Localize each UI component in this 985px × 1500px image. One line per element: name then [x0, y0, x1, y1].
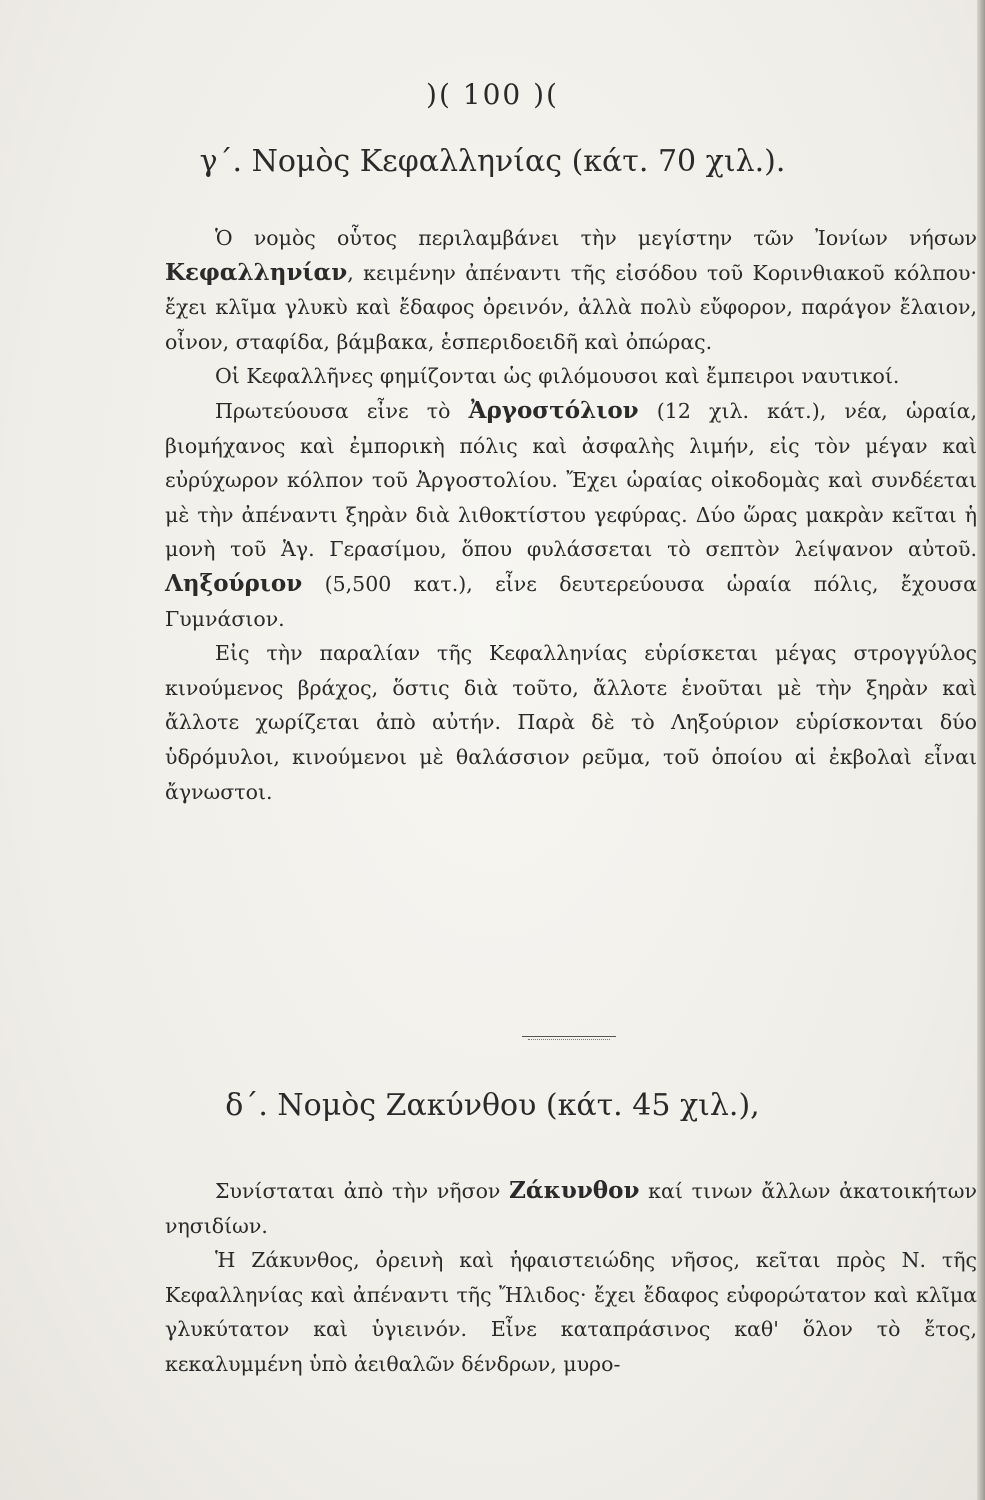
section-heading-zakynthos: δ΄. Νομὸς Ζακύνθου (κάτ. 45 χιλ.), — [225, 1088, 760, 1123]
paragraph — [165, 394, 977, 636]
text-run: Συνίσταται ἀπὸ τὴν νῆσον — [215, 1179, 510, 1203]
bold-term: Ἀργοστόλιον — [468, 396, 639, 424]
section-body-kefallinia — [165, 221, 977, 809]
section-heading-kefallinia: γ΄. Νομὸς Κεφαλληνίας (κάτ. 70 χιλ.). — [199, 144, 786, 179]
section-body-zakynthos — [165, 1174, 977, 1382]
text-run: Πρωτεύουσα εἶνε τὸ — [215, 398, 469, 423]
bold-term: Κεφαλληνίαν — [165, 258, 348, 286]
text-run: (5,500 κατ.), εἶνε δευτερεύουσα ὡραία πόλις, ἔχουσα Γυμνάσιον. — [165, 571, 977, 631]
paragraph — [165, 1174, 977, 1243]
paragraph — [165, 221, 977, 359]
text-run: , κειμένην ἀπέναντι τῆς εἰσόδου τοῦ Κορινθιακοῦ κόλπου· ἔχει κλῖμα γλυκὺ καὶ ἔδαφος ὀρεινόν, ἀλλὰ πολὺ εὔφορον, παράγον ἔλαιον, οἶνον, σταφίδα, βάμβακα, ἑσπεριδοειδῆ καὶ ὀπώρας. — [165, 260, 977, 354]
page-number: )( 100 )( — [426, 78, 559, 111]
text-run: (12 χιλ. κάτ.), νέα, ὡραία, βιομήχανος καὶ ἐμπορικὴ πόλις καὶ ἀσφαλὴς λιμήν, εἰς τὸν μέγαν καὶ εὐρύχωρον κόλπον τοῦ Ἀργοστολίου. Ἔχει ὡραίας οἰκοδομὰς καὶ συνδέεται μὲ τὴν ἀπέναντι ξηρὰν διὰ λιθοκτίστου γεφύρας. Δύο ὥρας μακρὰν κεῖται ἡ μονὴ τοῦ Ἁγ. Γερασίμου, ὅπου φυλάσσεται τὸ σεπτὸν λείψανον αὐτοῦ. — [165, 398, 977, 562]
section-divider — [522, 1036, 616, 1037]
bold-term: Ληξούριον — [165, 569, 303, 597]
bold-term: Ζάκυνθον — [509, 1177, 640, 1204]
paragraph: Ἡ Ζάκυνθος, ὀρεινὴ καὶ ἡφαιστειώδης νῆσος, κεῖται πρὸς Ν. τῆς Κεφαλληνίας καὶ ἀπέναντι τῆς Ἤλιδος· ἔχει ἔδαφος εὐφορώτατον καὶ κλῖμα γλυκύτατον καὶ ὑγιεινόν. Εἶνε καταπράσινος καθ' ὅλον τὸ ἔτος, κεκαλυμμένη ὑπὸ ἀειθαλῶν δένδρων, μυρο- — [165, 1248, 977, 1376]
paragraph: Εἰς τὴν παραλίαν τῆς Κεφαλληνίας εὑρίσκεται μέγας στρογγύλος κινούμενος βράχος, ὅστις διὰ τοῦτο, ἄλλοτε ἑνοῦται μὲ τὴν ξηρὰν καὶ ἄλλοτε χωρίζεται ἀπὸ αὐτήν. Παρὰ δὲ τὸ Ληξούριον εὑρίσκονται δύο ὑδρόμυλοι, κινούμενοι μὲ θαλάσσιον ρεῦμα, τοῦ ὁποίου αἱ ἐκβολαὶ εἶναι ἄγνωστοι. — [165, 641, 977, 804]
page-edge — [977, 0, 985, 1500]
section-divider-ornament — [528, 1039, 610, 1040]
text-run: καί τινων ἄλλων ἀκατοικήτων νησιδίων. — [165, 1179, 977, 1238]
paragraph: Οἱ Κεφαλλῆνες φημίζονται ὡς φιλόμουσοι καὶ ἔμπειροι ναυτικοί. — [215, 364, 900, 389]
text-run: Ὁ νομὸς οὗτος περιλαμβάνει τὴν μεγίστην τῶν Ἰονίων νήσων — [215, 226, 977, 250]
